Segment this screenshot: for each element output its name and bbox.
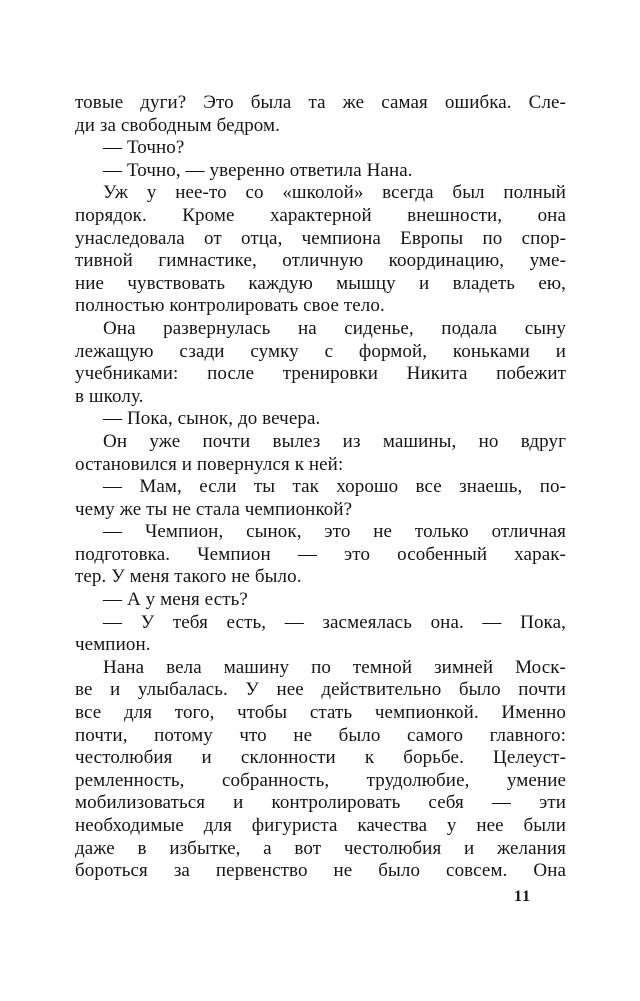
text-line: — У тебя есть, — засмеялась она. — Пока, (103, 611, 566, 633)
text-line: порядок. Кроме характерной внешности, она (75, 204, 566, 226)
text-line: Он уже почти вылез из машины, но вдруг (103, 430, 566, 452)
text-line: — Чемпион, сынок, это не только отличная (103, 521, 566, 543)
text-line: бороться за первенство не было совсем. Она (75, 860, 566, 882)
text-line: в школу. (75, 385, 144, 407)
text-line: ние чувствовать каждую мышцу и владеть ею, (75, 272, 566, 294)
text-line: ремленность, собранность, трудолюбие, умение (75, 769, 566, 791)
text-line: почти, потому что не было самого главного: (75, 724, 566, 746)
text-line: товые дуги? Это была та же самая ошибка. Сле- (75, 92, 566, 113)
text-line: тивной гимнастике, отличную координацию, уме- (75, 250, 566, 272)
text-block (75, 92, 566, 883)
text-line: мобилизоваться и контролировать себя — эти (75, 792, 566, 814)
text-line: честолюбия и склонности к борьбе. Целеуст- (75, 747, 566, 769)
text-line: чему же ты не стала чемпионкой? (75, 498, 353, 520)
text-line: учебниками: после тренировки Никита побежит (75, 363, 566, 385)
text-line: чемпион. (75, 634, 151, 656)
text-line: остановился и повернулся к ней: (75, 453, 344, 475)
text-line: унаследовала от отца, чемпиона Европы по спор- (75, 227, 566, 249)
text-line: Нана вела машину по темной зимней Моск- (103, 656, 566, 678)
page-number: 11 (514, 888, 532, 905)
text-line: подготовка. Чемпион — это особенный харак- (75, 543, 566, 565)
text-line: Уж у нее-то со «школой» всегда был полный (103, 182, 566, 204)
text-line: полностью контролировать свое тело. (75, 295, 385, 317)
text-line: все для того, чтобы стать чемпионкой. Именно (75, 702, 566, 724)
text-line: даже в избытке, а вот честолюбия и желания (75, 837, 566, 859)
text-line: — Пока, сынок, до вечера. (103, 408, 321, 430)
text-line: лежащую сзади сумку с формой, коньками и (75, 340, 566, 362)
text-line: Она развернулась на сиденье, подала сыну (103, 317, 566, 339)
text-line: ди за свободным бедром. (75, 114, 281, 136)
text-line: ве и улыбалась. У нее действительно было почти (75, 679, 566, 701)
text-line: — Точно? (103, 137, 185, 159)
text-line: тер. У меня такого не было. (75, 566, 302, 588)
text-line: необходимые для фигуриста качества у нее были (75, 815, 566, 836)
text-line: — А у меня есть? (103, 589, 248, 611)
text-line: — Точно, — уверенно ответила Нана. (103, 159, 413, 181)
text-line: — Мам, если ты так хорошо все знаешь, по- (103, 476, 566, 498)
